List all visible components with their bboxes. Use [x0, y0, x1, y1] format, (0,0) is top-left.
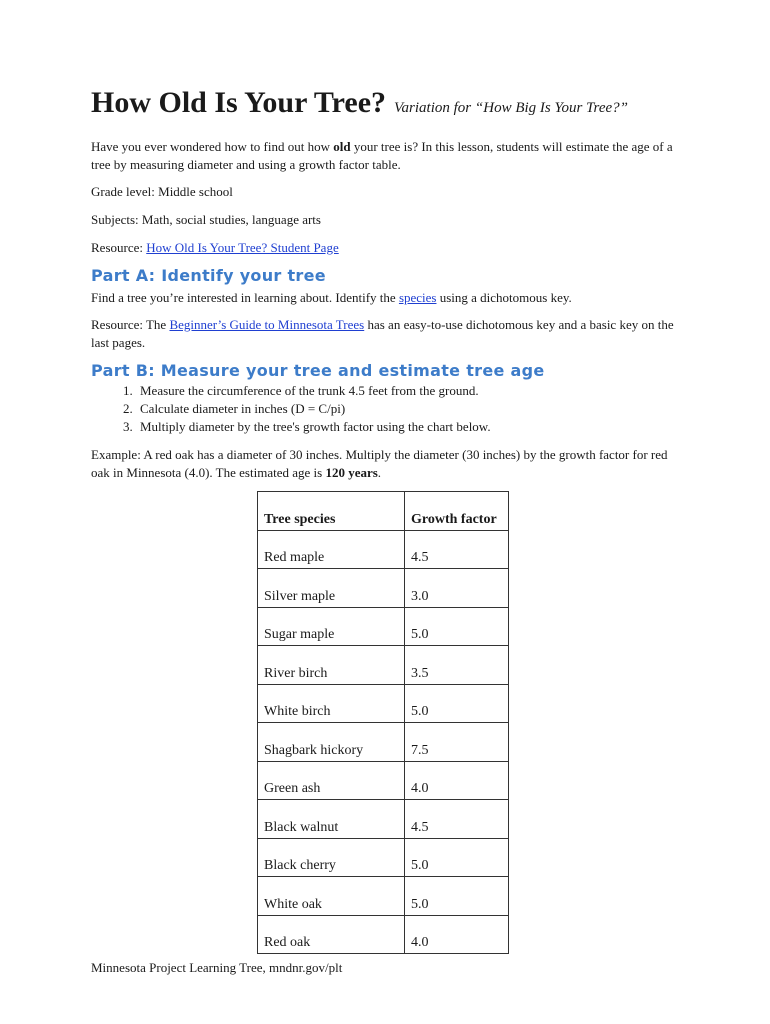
species-cell: Silver maple: [258, 569, 405, 608]
intro-bold: old: [333, 139, 351, 154]
beginners-guide-link[interactable]: Beginner’s Guide to Minnesota Trees: [169, 317, 365, 332]
header-growth-factor: Growth factor: [405, 492, 509, 531]
example-paragraph: [91, 446, 681, 481]
factor-cell: 7.5: [405, 723, 509, 762]
list-item: 3. Multiply diameter by the tree's growth factor using the chart below.: [136, 418, 491, 436]
factor-cell: 4.5: [405, 530, 509, 569]
species-cell: Sugar maple: [258, 607, 405, 646]
table-row: [258, 838, 509, 877]
table-row: [258, 646, 509, 685]
table-row: [258, 607, 509, 646]
species-cell: White oak: [258, 877, 405, 916]
part-a-resource-after: has an easy-to-use dichotomous key and a basic key on the last pages.: [91, 317, 674, 350]
factor-cell: 5.0: [405, 838, 509, 877]
part-a-heading: Part A: Identify your tree: [91, 266, 326, 285]
intro-paragraph: [91, 138, 681, 173]
grade-level: Grade level: Middle school: [91, 184, 233, 199]
species-cell: Red maple: [258, 530, 405, 569]
header-tree-species: Tree species: [258, 492, 405, 531]
part-b-heading: Part B: Measure your tree and estimate tree age: [91, 361, 545, 380]
table-row: [258, 761, 509, 800]
table-row: [258, 915, 509, 954]
example-text: Example: A red oak has a diameter of 30 inches. Multiply the diameter (30 inches) by the growth factor for red oak in Minnesota (4.0). The estimated age is: [91, 447, 668, 480]
factor-cell: 4.0: [405, 915, 509, 954]
example-bold: 120 years: [325, 464, 378, 480]
factor-cell: 5.0: [405, 877, 509, 916]
factor-cell: 4.0: [405, 761, 509, 800]
factor-cell: 5.0: [405, 684, 509, 723]
student-page-link[interactable]: How Old Is Your Tree? Student Page: [146, 240, 339, 255]
part-a-text: [91, 289, 681, 307]
factor-cell: 4.5: [405, 800, 509, 839]
factor-cell: 5.0: [405, 607, 509, 646]
page-title: How Old Is Your Tree?: [91, 86, 387, 119]
page-subtitle: Variation for “How Big Is Your Tree?”: [394, 100, 628, 116]
species-cell: Green ash: [258, 761, 405, 800]
part-a-text-after: using a dichotomous key.: [436, 290, 572, 305]
species-cell: Black cherry: [258, 838, 405, 877]
species-link[interactable]: species: [398, 290, 437, 305]
resource-line: [91, 239, 681, 257]
species-cell: River birch: [258, 646, 405, 685]
table-row: [258, 569, 509, 608]
table-row: [258, 877, 509, 916]
species-cell: Red oak: [258, 915, 405, 954]
species-cell: White birch: [258, 684, 405, 723]
list-item: 1. Measure the circumference of the trunk 4.5 feet from the ground.: [136, 382, 491, 400]
intro-text-rest: your tree is? In this lesson, students will estimate the age of a tree by measuring diameter and using a growth factor table.: [91, 139, 673, 172]
table-row: [258, 530, 509, 569]
table-row: [258, 723, 509, 762]
table-row: [258, 800, 509, 839]
example-text-end: .: [377, 464, 382, 480]
list-item: 2. Calculate diameter in inches (D = C/pi): [136, 400, 491, 418]
title-row: [91, 86, 628, 120]
factor-cell: 3.5: [405, 646, 509, 685]
part-a-text-before: Find a tree you’re interested in learning about. Identify the: [91, 290, 399, 305]
table-header-row: [258, 492, 509, 531]
growth-factor-table: [257, 491, 509, 954]
factor-cell: 3.0: [405, 569, 509, 608]
part-a-resource: [91, 316, 681, 351]
species-cell: Black walnut: [258, 800, 405, 839]
steps-list: [91, 382, 491, 436]
intro-text: Have you ever wondered how to find out how: [91, 139, 334, 154]
subjects: Subjects: Math, social studies, language arts: [91, 212, 321, 227]
species-cell: Shagbark hickory: [258, 723, 405, 762]
table-row: [258, 684, 509, 723]
page-footer: Minnesota Project Learning Tree, mndnr.gov/plt: [91, 960, 343, 975]
part-a-resource-label: Resource: The: [91, 317, 170, 332]
resource-label: Resource:: [91, 240, 147, 255]
